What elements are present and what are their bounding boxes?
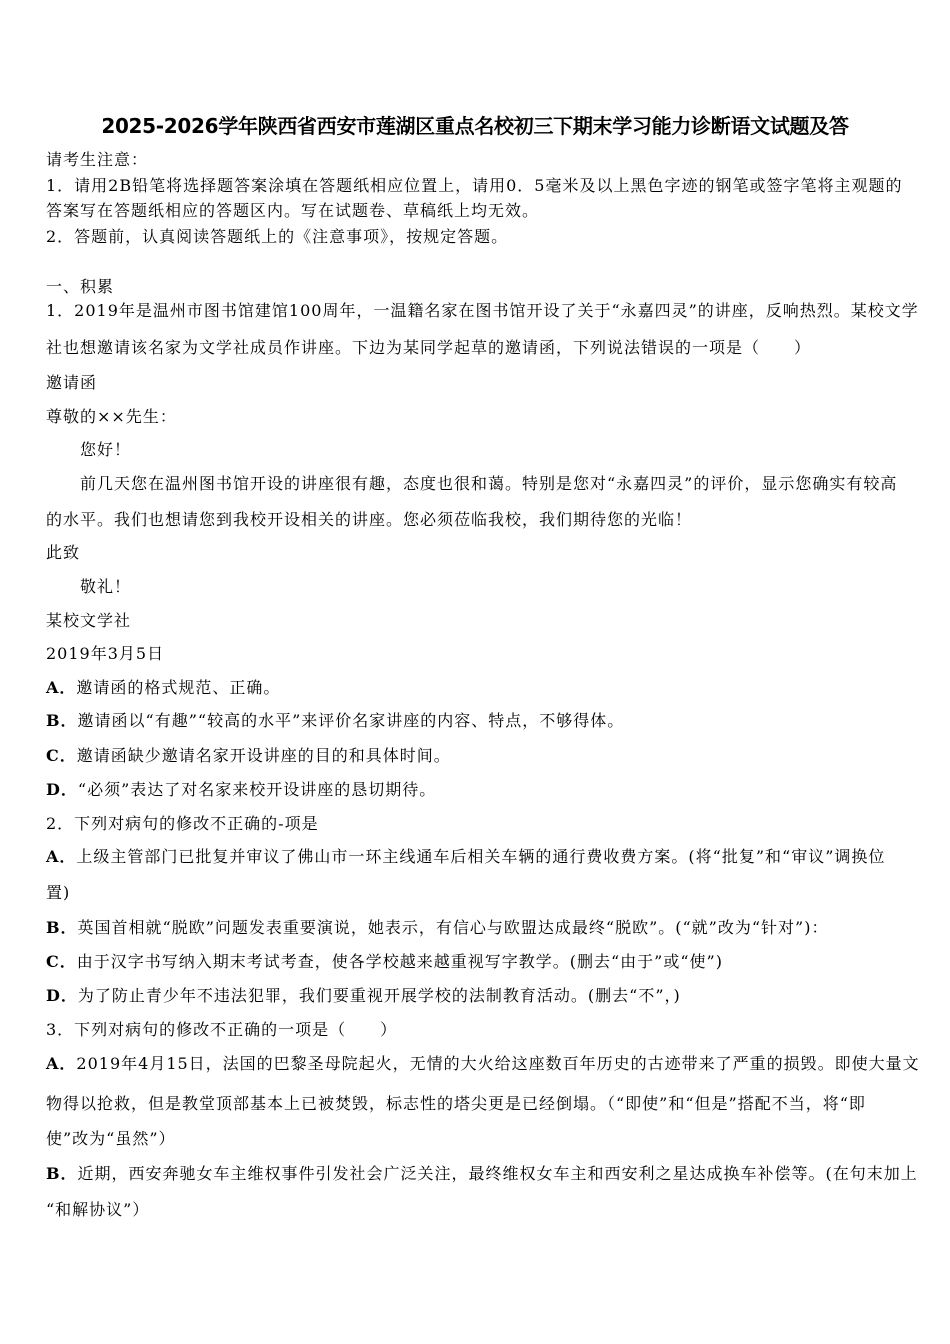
letter-closing: 此致 xyxy=(46,543,81,562)
q1-option-a xyxy=(46,678,280,698)
notice-heading: 请考生注意： xyxy=(46,150,149,169)
q3-option-a-cont: 使”改为“虽然”） xyxy=(46,1129,176,1148)
option-text: 由于汉字书写纳入期末考试考查，使各学校越来越重视写字教学。(删去“由于”或“使”) xyxy=(76,952,723,971)
option-text: “必须”表达了对名家来校开设讲座的恳切期待。 xyxy=(77,780,437,799)
option-text: 英国首相就“脱欧”问题发表重要演说，她表示，有信心与欧盟达成最终“脱欧”。(“就”改为“针对”)： xyxy=(77,918,829,937)
option-letter: D． xyxy=(46,780,78,799)
question-3-stem: 3．下列对病句的修改不正确的一项是（ ） xyxy=(46,1020,398,1039)
question-1-stem: 1．2019年是温州市图书馆建馆100周年，一温籍名家在图书馆开设了关于“永嘉四灵”的讲座，反响热烈。某校文学 xyxy=(46,301,919,320)
q2-option-c xyxy=(46,952,723,972)
q2-option-b xyxy=(46,918,828,938)
q2-option-d xyxy=(46,986,681,1006)
option-letter: A． xyxy=(46,678,77,697)
letter-sender: 某校文学社 xyxy=(46,611,132,630)
option-letter: C． xyxy=(46,952,77,971)
option-letter: B． xyxy=(46,918,78,937)
q1-option-c xyxy=(46,746,451,766)
q1-option-d xyxy=(46,780,436,800)
letter-salutation: 尊敬的××先生： xyxy=(46,407,177,426)
q3-option-a xyxy=(46,1054,920,1074)
option-text: 邀请函缺少邀请名家开设讲座的目的和具体时间。 xyxy=(76,746,451,765)
option-letter: B． xyxy=(46,1164,78,1183)
option-letter: B． xyxy=(46,711,78,730)
q2-option-a xyxy=(46,847,885,867)
q3-option-a-cont: 物得以抢救，但是教堂顶部基本上已被焚毁，标志性的塔尖更是已经倒塌。（“即使”和“但是”搭配不当，将“即 xyxy=(46,1094,866,1113)
letter-date: 2019年3月5日 xyxy=(46,644,165,663)
option-letter: C． xyxy=(46,746,77,765)
option-text: 近期，西安奔驰女车主维权事件引发社会广泛关注，最终维权女车主和西安利之星达成换车补偿等。(在句末加上 xyxy=(77,1164,918,1183)
letter-body: 的水平。我们也想请您到我校开设相关的讲座。您必须莅临我校，我们期待您的光临！ xyxy=(46,510,693,529)
letter-title: 邀请函 xyxy=(46,373,98,392)
q2-option-a-cont: 置) xyxy=(46,883,71,902)
option-text: 邀请函以“有趣”“较高的水平”来评价名家讲座的内容、特点，不够得体。 xyxy=(77,711,625,730)
letter-greeting: 您好！ xyxy=(80,440,132,459)
q3-option-b xyxy=(46,1164,918,1184)
q1-option-b xyxy=(46,711,624,731)
section-heading: 一、积累 xyxy=(46,277,115,296)
notice-line: 2．答题前，认真阅读答题纸上的《注意事项》，按规定答题。 xyxy=(46,227,509,246)
q3-option-b-cont: “和解协议”） xyxy=(46,1200,150,1219)
letter-closing: 敬礼！ xyxy=(80,577,132,596)
option-letter: A． xyxy=(46,847,77,866)
letter-body: 前几天您在温州图书馆开设的讲座很有趣，态度也很和蔼。特别是您对“永嘉四灵”的评价，显示您确实有较高 xyxy=(80,474,898,493)
document-title: 2025-2026学年陕西省西安市莲湖区重点名校初三下期末学习能力诊断语文试题及答 xyxy=(101,114,849,138)
question-2-stem: 2．下列对病句的修改不正确的-项是 xyxy=(46,814,319,833)
option-text: 2019年4月15日，法国的巴黎圣母院起火，无情的大火给这座数百年历史的古迹带来了严重的损毁。即使大量文 xyxy=(76,1054,920,1073)
option-letter: D． xyxy=(46,986,78,1005)
notice-line: 答案写在答题纸相应的答题区内。写在试题卷、草稿纸上均无效。 xyxy=(46,201,540,220)
notice-line: 1．请用2B铅笔将选择题答案涂填在答题纸相应位置上，请用0．5毫米及以上黑色字迹的钢笔或签字笔将主观题的 xyxy=(46,176,903,195)
question-1-stem: 社也想邀请该名家为文学社成员作讲座。下边为某同学起草的邀请函，下列说法错误的一项是（ ） xyxy=(46,338,812,357)
option-text: 为了防止青少年不违法犯罪，我们要重视开展学校的法制教育活动。(删去“不”，) xyxy=(77,986,681,1005)
option-text: 邀请函的格式规范、正确。 xyxy=(76,678,281,697)
option-letter: A． xyxy=(46,1054,77,1073)
option-text: 上级主管部门已批复并审议了佛山市一环主线通车后相关车辆的通行费收费方案。(将“批复”和“审议”调换位 xyxy=(76,847,886,866)
